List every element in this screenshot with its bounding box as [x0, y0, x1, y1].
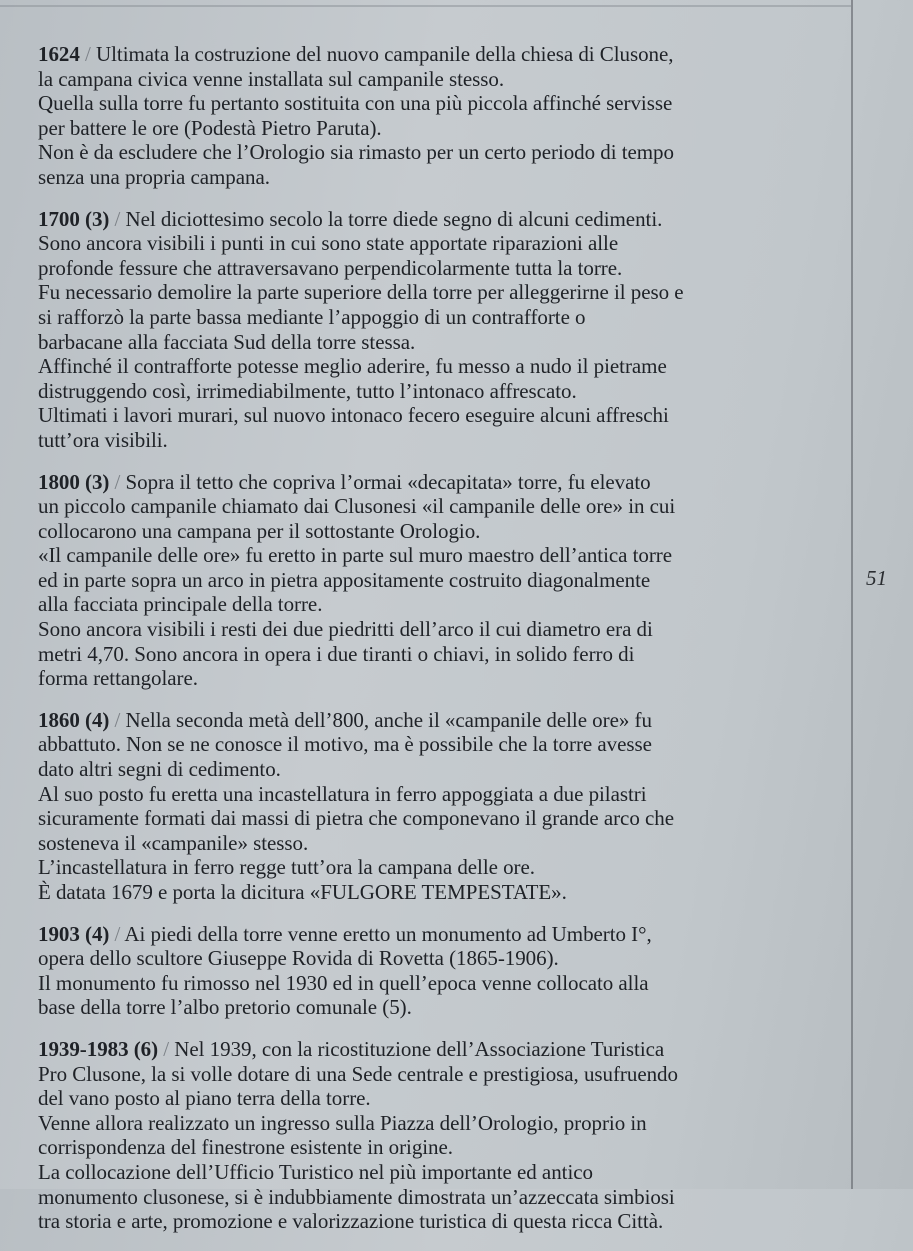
text-line: distruggendo così, irrimediabilmente, tutto l’intonaco affrescato.	[38, 378, 577, 403]
entry-text: Nel diciottesimo secolo la torre diede segno di alcuni cedimenti.	[125, 206, 663, 231]
text-line: Fu necessario demolire la parte superiore della torre per alleggerirne il peso e	[38, 280, 684, 305]
text-line: tra storia e arte, promozione e valorizzazione turistica di questa ricca Città.	[38, 1209, 664, 1234]
entry-text: Sopra il tetto che copriva l’ormai «decapitata» torre, fu elevato	[125, 469, 651, 494]
entry-1624	[38, 42, 843, 190]
separator-slash: /	[163, 1036, 170, 1061]
text-line: Venne allora realizzato un ingresso sulla Piazza dell’Orologio, proprio in	[38, 1110, 647, 1135]
text-line: un piccolo campanile chiamato dai Clusonesi «il campanile delle ore» in cui	[38, 494, 676, 519]
text-line: forma rettangolare.	[38, 666, 198, 691]
entry-1903	[38, 922, 843, 1020]
text-line	[38, 922, 843, 947]
text-line: del vano posto al piano terra della torre.	[38, 1086, 371, 1111]
text-line: per battere le ore (Podestà Pietro Paruta).	[38, 115, 382, 140]
text-line: base della torre l’albo pretorio comunale (5).	[38, 995, 412, 1020]
text-line: la campana civica venne installata sul campanile stesso.	[38, 66, 505, 91]
text-line	[38, 207, 843, 232]
text-line: Sono ancora visibili i resti dei due piedritti dell’arco il cui diametro era di	[38, 617, 653, 642]
text-line: È datata 1679 e porta la dicitura «FULGORE TEMPESTATE».	[38, 880, 567, 904]
text-line: Affinché il contrafforte potesse meglio aderire, fu messo a nudo il pietrame	[38, 354, 667, 379]
text-line: collocarono una campana per il sottostante Orologio.	[38, 518, 481, 543]
chronology-text	[38, 42, 843, 1251]
text-line	[38, 470, 843, 495]
text-line: Sono ancora visibili i punti in cui sono state apportate riparazioni alle	[38, 231, 619, 256]
entry-text: Ai piedi della torre venne eretto un monumento ad Umberto I°,	[124, 921, 652, 946]
text-line: Al suo posto fu eretta una incastellatura in ferro appoggiata a due pilastri	[38, 781, 647, 806]
text-line: sicuramente formati dai massi di pietra che componevano il grande arco che	[38, 806, 674, 831]
entry-1860	[38, 708, 843, 905]
top-edge-line	[0, 5, 851, 7]
text-line: Il monumento fu rimosso nel 1930 ed in quell’epoca venne collocato alla	[38, 970, 649, 995]
entry-1939-1983	[38, 1037, 843, 1234]
text-line: Pro Clusone, la si volle dotare di una Sede centrale e prestigiosa, usufruendo	[38, 1061, 678, 1086]
text-line: L’incastellatura in ferro regge tutt’ora la campana delle ore.	[38, 855, 535, 880]
text-line: opera dello scultore Giuseppe Rovida di Rovetta (1865-1906).	[38, 946, 559, 971]
separator-slash: /	[85, 42, 91, 66]
text-line: La collocazione dell’Ufficio Turistico nel più importante ed antico	[38, 1159, 593, 1184]
text-line	[38, 708, 843, 733]
text-line: ed in parte sopra un arco in pietra appositamente costruito diagonalmente	[38, 567, 651, 592]
text-line: si rafforzò la parte bassa mediante l’appoggio di un contrafforte o	[38, 304, 586, 329]
entry-year: 1700 (3)	[38, 206, 110, 231]
text-line: «Il campanile delle ore» fu eretto in parte sul muro maestro dell’antica torre	[38, 543, 673, 568]
text-line: senza una propria campana.	[38, 164, 270, 189]
text-line: monumento clusonese, si è indubbiamente dimostrata un’azzeccata simbiosi	[38, 1184, 675, 1209]
text-line: sosteneva il «campanile» stesso.	[38, 830, 309, 855]
text-line: dato altri segni di cedimento.	[38, 757, 281, 782]
margin-rule	[851, 0, 853, 1189]
entry-year: 1939-1983 (6)	[38, 1036, 159, 1061]
separator-slash: /	[114, 707, 121, 732]
entry-text: Nella seconda metà dell’800, anche il «campanile delle ore» fu	[125, 707, 652, 732]
entry-text: Ultimata la costruzione del nuovo campanile della chiesa di Clusone,	[96, 42, 674, 66]
entry-year: 1624	[38, 42, 80, 66]
entry-year: 1800 (3)	[38, 469, 110, 494]
separator-slash: /	[114, 921, 121, 946]
page-number: 51	[866, 566, 887, 590]
text-line: barbacane alla facciata Sud della torre stessa.	[38, 329, 416, 354]
entry-1800	[38, 470, 843, 691]
text-line	[38, 42, 843, 67]
text-line: profonde fessure che attraversavano perpendicolarmente tutta la torre.	[38, 255, 623, 280]
text-line: tutt’ora visibili.	[38, 427, 168, 452]
text-line: Ultimati i lavori murari, sul nuovo intonaco fecero eseguire alcuni affreschi	[38, 403, 669, 428]
text-line: corrispondenza del finestrone esistente in origine.	[38, 1135, 453, 1160]
text-line: Non è da escludere che l’Orologio sia rimasto per un certo periodo di tempo	[38, 140, 674, 165]
separator-slash: /	[114, 206, 121, 231]
entry-1700	[38, 207, 843, 453]
separator-slash: /	[114, 469, 121, 494]
entry-year: 1860 (4)	[38, 707, 110, 732]
text-line: abbattuto. Non se ne conosce il motivo, ma è possibile che la torre avesse	[38, 732, 652, 757]
text-line: metri 4,70. Sono ancora in opera i due tiranti o chiavi, in solido ferro di	[38, 641, 635, 666]
text-line	[38, 1037, 843, 1062]
text-line: Quella sulla torre fu pertanto sostituita con una più piccola affinché servisse	[38, 91, 673, 116]
entry-text: Nel 1939, con la ricostituzione dell’Associazione Turistica	[174, 1036, 665, 1061]
text-line: alla facciata principale della torre.	[38, 592, 323, 617]
entry-year: 1903 (4)	[38, 921, 110, 946]
